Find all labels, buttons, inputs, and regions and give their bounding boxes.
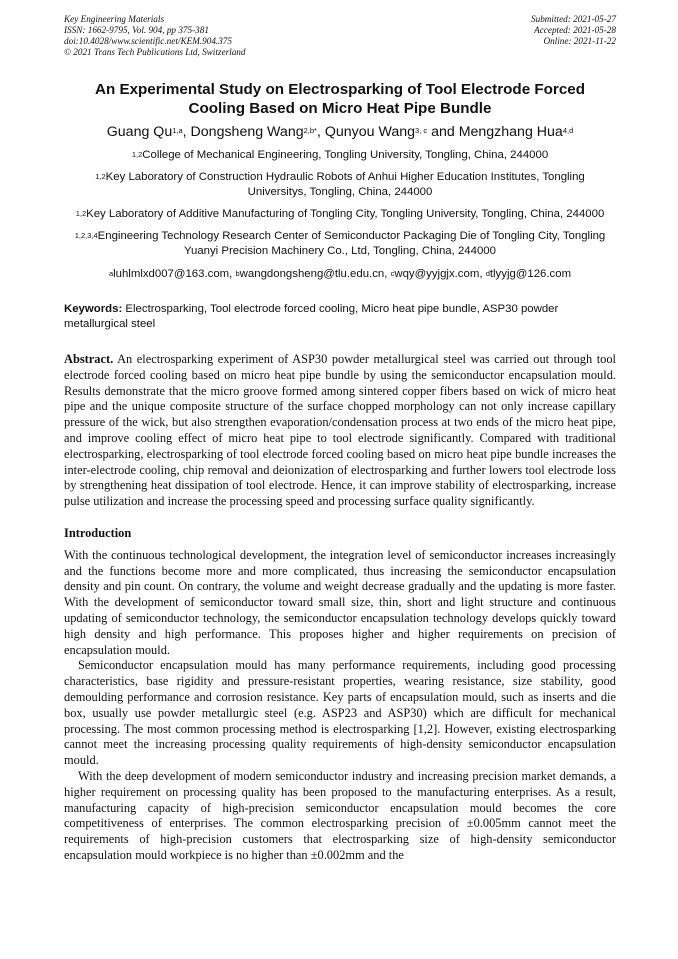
author-affiliation-mark: 4,d xyxy=(562,126,574,135)
affiliation-mark: 1,2 xyxy=(131,150,143,159)
author-affiliation-mark: 3, c xyxy=(415,126,428,135)
author-name: Qunyou Wang xyxy=(324,124,416,140)
journal-copyright: © 2021 Trans Tech Publications Ltd, Switzerland xyxy=(64,47,246,57)
journal-header xyxy=(64,14,616,58)
author-affiliation-mark: 1,a xyxy=(172,126,183,135)
affiliation-mark: 1,2,3,4 xyxy=(74,231,98,240)
section-heading-introduction: Introduction xyxy=(64,525,132,540)
affiliation-text: Key Laboratory of Construction Hydraulic Robots of Anhui Higher Education Institutes, Tongling Universitys, Tongling, China, 244000 xyxy=(105,171,585,198)
email-mark: c xyxy=(390,269,395,278)
affiliation xyxy=(64,229,616,259)
author-name: Guang Qu xyxy=(106,124,173,140)
journal-name: Key Engineering Materials xyxy=(64,14,165,24)
affiliation-mark: 1,2 xyxy=(95,172,106,181)
keywords-label: Keywords: xyxy=(64,303,123,315)
abstract-block xyxy=(64,352,616,510)
body-paragraph: With the deep development of modern semiconductor industry and increasing precision market demands, a higher requirement on processing quality has been proposed to the manufacturing enterprises. As a result, manufacturing capacity of high-precision semiconductor encapsulation mould becomes the core competitiveness of enterprises. The common electrosparking precision of ±0.005mm cannot meet the requirements of high-precision customers that electrosparking size of high-density semiconductor encapsulation mould workpiece is no higher than ±0.002mm and the xyxy=(64,768,616,862)
online-date: Online: 2021-11-22 xyxy=(543,36,616,46)
affiliation-mark: 1,2 xyxy=(75,209,87,218)
publication-dates xyxy=(531,14,616,58)
author-separator: , xyxy=(182,124,191,140)
email-mark: a xyxy=(108,269,114,278)
affiliation-text: College of Mechanical Engineering, Tongling University, Tongling, China, 244000 xyxy=(142,149,549,161)
journal-info xyxy=(64,14,245,58)
email-link[interactable]: wangdongsheng@tlu.edu.cn xyxy=(239,268,385,280)
accepted-date: Accepted: 2021-05-28 xyxy=(534,25,616,35)
email-link[interactable]: tlyyjg@126.com xyxy=(489,268,572,280)
author-affiliation-mark: 2,b* xyxy=(303,126,317,135)
body-paragraph: With the continuous technological development, the integration level of semiconductor increases increasingly and the functions become more and more complicated, thus increasing the semiconductor encapsulation density and pin count. On contrary, the volume and weight decrease gradually and the updating is more faster. With the development of semiconductor toward small size, thin, short and light structure and continuous updating of semiconductor technology, the semiconductor encapsulation technology develops quickly toward high density and high performance. This proposes higher and higher requirements on precision of encapsulation mould. xyxy=(64,547,616,657)
author-list xyxy=(64,123,616,141)
affiliation-text: Engineering Technology Research Center of Semiconductor Packaging Die of Tongling City, Tongling Yuanyi Precision Machinery Co., Ltd, Tongling, China, 244000 xyxy=(97,230,606,257)
email-link[interactable]: luhlmlxd007@163.com xyxy=(113,268,230,280)
author-name: Mengzhang Hua xyxy=(458,124,563,140)
keywords-text: Electrosparking, Tool electrode forced cooling, Micro heat pipe bundle, ASP30 powder metallurgical steel xyxy=(64,303,559,330)
keywords-block xyxy=(64,302,616,332)
email-mark: b xyxy=(235,269,240,278)
journal-issn: ISSN: 1662-9795, Vol. 904, pp 375-381 xyxy=(64,25,209,35)
paper-title: An Experimental Study on Electrosparking of Tool Electrode Forced Cooling Based on Micro Heat Pipe Bundle xyxy=(94,81,586,117)
email-link[interactable]: wqy@yyjgjx.com xyxy=(394,268,480,280)
journal-doi[interactable]: doi:10.4028/www.scientific.net/KEM.904.375 xyxy=(64,36,232,46)
author-name: Dongsheng Wang xyxy=(190,124,304,140)
email-mark: d xyxy=(485,269,490,278)
author-separator: and xyxy=(427,124,459,140)
affiliation-text: Key Laboratory of Additive Manufacturing of Tongling City, Tongling University, Tongling, China, 244000 xyxy=(86,208,605,220)
author-separator: , xyxy=(316,124,325,140)
affiliation xyxy=(64,170,616,200)
affiliation xyxy=(64,207,616,222)
body-paragraph: Semiconductor encapsulation mould has many performance requirements, including good processing characteristics, base rigidity and pressure-resistant properties, wearing resistance, size stability, good demoulding performance and corrosion resistance. Key parts of encapsulation mould, such as inserts and die box, usually use powder metallurgic steel (e.g. ASP23 and ASP30) which are difficult for mechanical processing. The most common processing method is electrosparking [1,2]. However, existing electrosparking cannot meet the increasing processing quality requirements of high-density semiconductor encapsulation mould. xyxy=(64,658,616,768)
abstract-label: Abstract. xyxy=(64,352,114,366)
author-emails: $^a$luhlmlxd007@163.com, $^b$wangdongsheng@tlu.edu.cn, $^c$wqy@yyjgjx.com, $^d$tlyyjg@126.com xyxy=(108,268,572,280)
submitted-date: Submitted: 2021-05-27 xyxy=(531,14,616,24)
abstract-text: An electrosparking experiment of ASP30 powder metallurgical steel was carried out through tool electrode forced cooling based on micro heat pipe bundle by using the semiconductor encapsulation mould. Results demonstrate that the micro groove formed among sintered copper fibers based on wick of micro heat pipe and the unique composite structure of the surface chopped morphology can not only increase capillary pressure of the wick, but also strengthen evaporation/condensation process at two ends of the micro heat pipe, and improve cooling effect of micro heat pipe to tool electrode significantly. Compared with traditional electrosparking, electrosparking of tool electrode forced cooling based on micro heat pipe bundle increases the inter-electrode cooling, chip removal and deionization of electrosparking and further lowers tool electrode loss by strengthening heat dissipation of tool electrode. Hence, it can improve stability of electrosparking, increase pulse utilization and increase the processing speed and processing surface quality significantly. xyxy=(64,352,616,509)
affiliation xyxy=(64,148,616,163)
